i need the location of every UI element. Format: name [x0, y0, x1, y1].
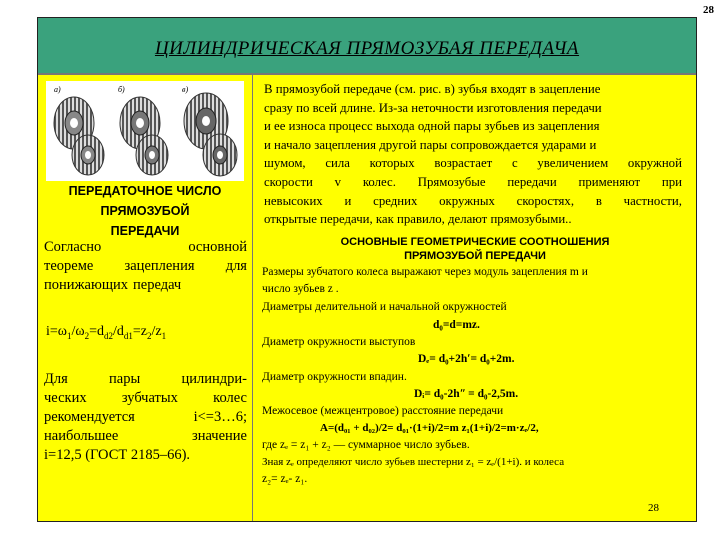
- text-line: [44, 257, 247, 276]
- line-text: открытые передачи, как правило, делают прямозубыми..: [264, 212, 572, 227]
- text-line: [44, 408, 247, 427]
- formula-part: /z: [151, 324, 162, 339]
- word: с: [511, 156, 518, 171]
- formula-root-diameter: Dᵢ= d₀-2hʺ = d₀-2,5m.: [414, 388, 519, 400]
- gear-pair-b: [120, 97, 168, 175]
- word: цилиндри-: [181, 371, 247, 387]
- heading-line: ПЕРЕДАЧИ: [110, 224, 180, 238]
- column-divider: [252, 75, 253, 521]
- word: скорости: [264, 174, 313, 189]
- word: зацепления: [124, 258, 195, 274]
- word: средних: [373, 193, 418, 208]
- word: значение: [191, 428, 247, 444]
- text-line: [264, 80, 682, 99]
- theorem-text: [44, 238, 247, 295]
- text-line: [44, 427, 247, 446]
- recommendation-text: [44, 370, 247, 465]
- formula-sub: 2: [147, 330, 152, 341]
- formula-sub: d2: [104, 330, 114, 341]
- text-line: [44, 446, 247, 465]
- geo-line: где zₑ = z₁ + z₂ — суммарное число зубьев.: [262, 439, 470, 451]
- word: передачи: [507, 174, 557, 189]
- formula-part: =z: [132, 324, 148, 339]
- word: v: [334, 174, 342, 189]
- formula-center-distance: A=(d₀₁ + d₀₂)/2= d₀₁·(1+i)/2=m z₁(1+i)/2=m·zₑ/2,: [320, 422, 539, 434]
- text-line: [264, 136, 682, 155]
- heading-line: ПЕРЕДАТОЧНОЕ ЧИСЛО: [68, 184, 222, 198]
- text-line: [44, 276, 247, 295]
- word: при: [661, 174, 682, 189]
- word: Прямозубые: [417, 174, 486, 189]
- word: ческих: [44, 390, 87, 406]
- formula-part: /ω: [71, 324, 85, 339]
- word: шумом,: [264, 156, 306, 171]
- word: увеличением: [537, 156, 609, 171]
- formula-sub: 1: [161, 330, 167, 341]
- word: рекомендуется: [44, 409, 135, 425]
- gear-illustration: [46, 81, 244, 181]
- line-text: сразу по всей длине. Из-за неточности изготовления передачи: [264, 100, 602, 115]
- word: которых: [369, 156, 415, 171]
- text-line: [264, 99, 682, 118]
- heading-line: ПРЯМОЗУБОЙ: [100, 204, 190, 218]
- word: передач: [133, 277, 182, 293]
- text-line: [264, 210, 682, 229]
- text-line: [44, 389, 247, 408]
- word: Для: [44, 371, 68, 387]
- text-line: [44, 238, 247, 257]
- line-text: В прямозубой передаче (см. рис. в) зубья входят в зацепление: [264, 82, 601, 96]
- word: окружной: [627, 156, 682, 171]
- title-bar: [38, 18, 696, 75]
- word: невысоких: [264, 193, 323, 208]
- word: частности,: [623, 193, 682, 208]
- geo-line: Размеры зубчатого колеса выражают через модуль зацепления m и: [262, 266, 588, 278]
- word: основной: [188, 239, 247, 255]
- gear-label-c: в): [182, 85, 189, 94]
- page-number-bottom: 28: [648, 502, 659, 514]
- line-text: и ее износа процесс выхода одной пары зубьев из зацепления: [264, 119, 600, 134]
- word: колес.: [362, 174, 396, 189]
- geo-line: Диаметры делительной и начальной окружностей: [262, 301, 507, 313]
- geo-line: Диаметр окружности выступов: [262, 336, 416, 348]
- formula-pitch-diameter: d₀=d=mz.: [433, 319, 480, 331]
- geo-line: число зубьев z .: [262, 283, 339, 295]
- word: i<=3…6;: [193, 409, 247, 425]
- geo-line: Зная zₑ определяют число зубьев шестерни z₁ = zₑ/(1+i). и колеса: [262, 456, 565, 468]
- word: i=12,5 (ГОСТ 2185–66).: [44, 447, 191, 463]
- word: понижающих: [44, 277, 128, 293]
- page-number-top: 28: [703, 4, 714, 16]
- word: пары: [109, 371, 141, 387]
- gear-ratio-formula: [46, 324, 166, 341]
- word: скоростях,: [516, 193, 575, 208]
- word: наибольшее: [44, 428, 119, 444]
- text-line: [264, 173, 682, 192]
- geo-line: z₂= zₑ- z₁.: [262, 473, 308, 485]
- gear-pair-c: [184, 93, 237, 176]
- word: применяют: [578, 174, 641, 189]
- heading-line: ПРЯМОЗУБОЙ ПЕРЕДАЧИ: [404, 250, 546, 262]
- formula-part: =d: [89, 324, 105, 339]
- word: зубчатых: [121, 390, 178, 406]
- text-line: [264, 117, 682, 136]
- word: возрастает: [434, 156, 493, 171]
- word: и: [344, 193, 352, 208]
- slide: [37, 17, 697, 522]
- word: колес: [213, 390, 247, 406]
- gear-label-b: б): [118, 85, 125, 94]
- word: окружных: [439, 193, 495, 208]
- heading-line: ОСНОВНЫЕ ГЕОМЕТРИЧЕСКИЕ СООТНОШЕНИЯ: [340, 236, 610, 248]
- gear-ratio-heading: [38, 181, 252, 241]
- word: Согласно: [44, 239, 102, 255]
- word: теореме: [44, 258, 94, 274]
- text-line: [44, 370, 247, 389]
- word: в: [595, 193, 602, 208]
- word: сила: [325, 156, 350, 171]
- word: для: [225, 258, 247, 274]
- geo-line: Диаметр окружности впадин.: [262, 371, 407, 383]
- formula-part: i=ω: [46, 324, 67, 339]
- line-text: и начало зацепления другой пары сопровождается ударами и: [264, 137, 597, 152]
- gear-pair-a: [54, 97, 104, 175]
- formula-sub: d1: [123, 330, 133, 341]
- formula-sub: 1: [67, 330, 72, 341]
- text-line: [264, 192, 682, 211]
- formula-tip-diameter: Dₑ= d₀+2hʹ= d₀+2m.: [418, 353, 515, 365]
- slide-title: ЦИЛИНДРИЧЕСКАЯ ПРЯМОЗУБАЯ ПЕРЕДАЧА: [154, 38, 580, 59]
- geometry-heading: [252, 235, 698, 263]
- text-line: [264, 154, 682, 173]
- formula-sub: 2: [84, 330, 90, 341]
- spur-gear-description: [264, 80, 682, 229]
- formula-part: /d: [113, 324, 124, 339]
- geo-line: Межосевое (межцентровое) расстояние передачи: [262, 405, 504, 417]
- gears-icon: [46, 81, 244, 181]
- gear-label-a: а): [54, 85, 61, 94]
